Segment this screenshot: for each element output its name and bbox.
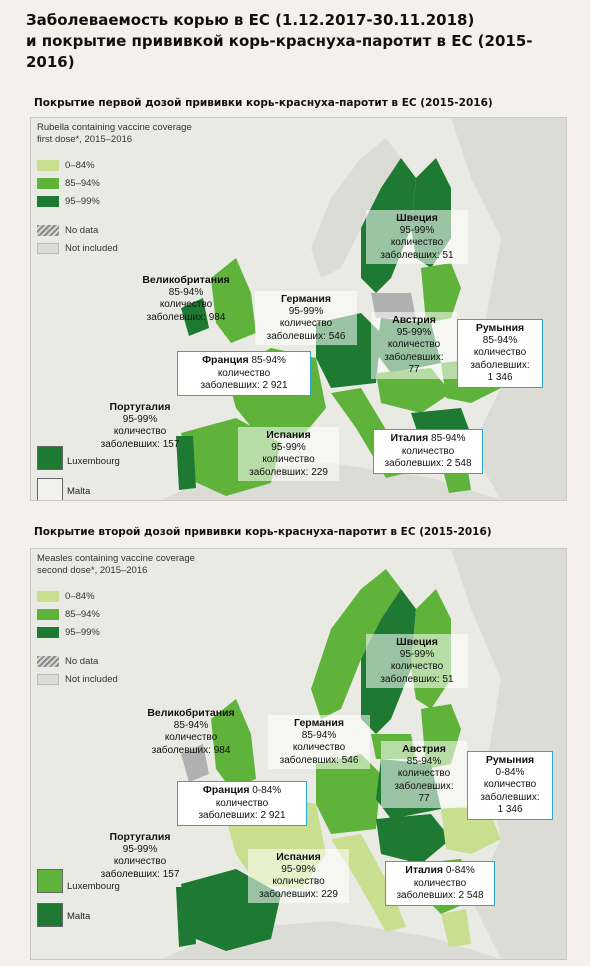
map2: Measles containing vaccine coverage second dose*, 2015–2016 0–84% 85–94% 95–99% No data Not included Luxembourg Malta Швеция 95-99% количество заболевших: 51 Великобритания 85-94% количество заболевших: 984 Германия 85-94% количество заболевших: 546 Австрия 85-94% количество заболевших: 77 Румыния 0-84% количество заболевших: 1 346 Франция 0-84% количество заболевших: 2 921 Португалия 95-99% количество заболевших: 157 Испания 95-99% количество заболевших: 229 Италия 0-84% количество заболевших: 2 548 (30, 548, 567, 960)
map1-malta-label: Malta (67, 486, 91, 497)
map1: Rubella containing vaccine coverage first dose*, 2015–2016 0–84% 85–94% 95–99% No data Not included Luxembourg Malta Швеция 95-99% количество заболевших: 51 Великобритания 85-94% количество заболевших: 984 Германия 95-99% количество заболевших: 546 Австрия 95-99% количество заболевших: 77 Румыния 85-94% количество заболевших: 1 346 Франция 85-94% количество заболевших: 2 921 Португалия 95-99% количество заболевших: 157 Испания 95-99% количество заболевших: 229 Италия 85-94% количество заболевших: 2 548 (30, 117, 567, 501)
map2-legend-title (37, 553, 237, 577)
map2-label-romania: Румыния 0-84% количество заболевших: 1 346 (467, 751, 553, 820)
map1-label-sweden: Швеция 95-99% количество заболевших: 51 (366, 210, 468, 264)
map2-label-portugal: Португалия 95-99% количество заболевших: 157 (100, 831, 180, 880)
map1-swatch-notincluded (37, 243, 59, 254)
map1-label-austria: Австрия 95-99% количество заболевших: 77 (371, 312, 457, 379)
map2-luxembourg-inset (37, 869, 63, 893)
map2-label-spain: Испания 95-99% количество заболевших: 229 (248, 849, 349, 903)
map2-label-sweden: Швеция 95-99% количество заболевших: 51 (366, 634, 468, 688)
map2-malta-inset (37, 903, 63, 927)
map2-swatch-mid (37, 609, 59, 620)
map1-label-italy: Италия 85-94% количество заболевших: 2 548 (373, 429, 483, 474)
map2-luxembourg-label: Luxembourg (67, 881, 120, 892)
map2-label-italy: Италия 0-84% количество заболевших: 2 548 (385, 861, 495, 906)
map2-swatch-low (37, 591, 59, 602)
map2-swatch-high (37, 627, 59, 638)
map1-malta-inset (37, 478, 63, 501)
map1-swatch-low (37, 160, 59, 171)
map1-label-germany: Германия 95-99% количество заболевших: 546 (255, 291, 357, 345)
map2-subtitle: Покрытие второй дозой прививки корь-краснуха-паротит в ЕС (2015-2016) (34, 526, 492, 538)
map2-malta-label: Malta (67, 911, 91, 922)
map2-swatch-nodata (37, 656, 59, 667)
map1-swatch-mid (37, 178, 59, 189)
map2-label-austria: Австрия 85-94% количество заболевших: 77 (381, 741, 467, 808)
map1-label-portugal: Португалия 95-99% количество заболевших: 157 (100, 401, 180, 450)
map1-swatch-high (37, 196, 59, 207)
map1-legend-title-1: Rubella containing vaccine coverage (37, 122, 192, 133)
map1-luxembourg-label: Luxembourg (67, 456, 120, 467)
map1-legend-title (37, 122, 237, 146)
map1-label-uk: Великобритания 85-94% количество заболевших: 984 (142, 274, 230, 323)
map1-label-romania: Румыния 85-94% количество заболевших: 1 346 (457, 319, 543, 388)
map2-portugal (176, 887, 196, 947)
map2-swatch-notincluded (37, 674, 59, 685)
map2-central (376, 814, 451, 864)
map2-label-uk: Великобритания 85-94% количество заболевших: 984 (147, 707, 235, 756)
map2-legend-title-2: second dose*, 2015–2016 (37, 565, 148, 576)
map1-subtitle: Покрытие первой дозой прививки корь-краснуха-паротит в ЕС (2015-2016) (34, 97, 493, 109)
map2-label-france: Франция 0-84% количество заболевших: 2 921 (177, 781, 307, 826)
map1-legend-title-2: first dose*, 2015–2016 (37, 134, 133, 145)
title-line-2: и покрытие прививкой корь-краснуха-паротит в ЕС (2015-2016) (26, 32, 533, 71)
map1-label-spain: Испания 95-99% количество заболевших: 229 (238, 427, 339, 481)
map2-legend-title-1: Measles containing vaccine coverage (37, 553, 195, 564)
page-title (26, 10, 576, 73)
title-line-1: Заболеваемость корью в ЕС (1.12.2017-30.11.2018) (26, 11, 475, 29)
map1-label-france: Франция 85-94% количество заболевших: 2 921 (177, 351, 311, 396)
map1-swatch-nodata (37, 225, 59, 236)
map2-label-germany: Германия 85-94% количество заболевших: 546 (268, 715, 370, 769)
map2-greece (441, 909, 471, 947)
map1-luxembourg-inset (37, 446, 63, 470)
